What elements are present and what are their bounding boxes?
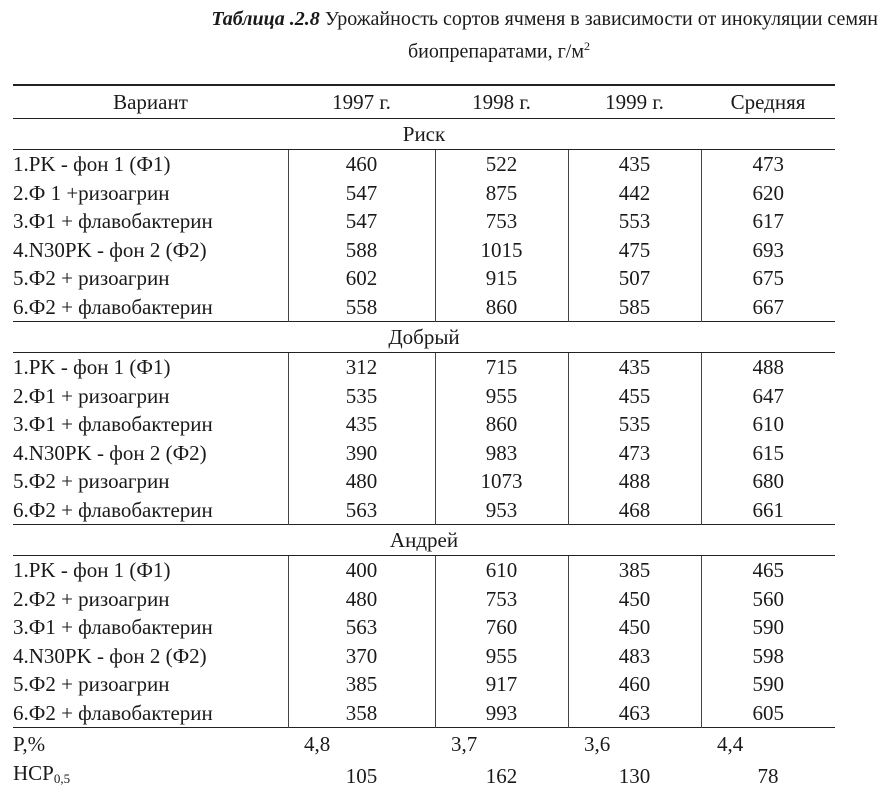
variant-cell: 1.PK - фон 1 (Ф1) [13, 558, 171, 583]
mean-cell: 590 [701, 670, 835, 699]
table-row [13, 496, 835, 525]
value-1999-cell: 488 [568, 467, 701, 496]
mean-cell: 598 [701, 642, 835, 671]
variant-cell: 3.Ф1 + флавобактерин [13, 209, 213, 234]
variant-cell: 2.Ф 1 +ризоагрин [13, 180, 170, 205]
accuracy-label: P,% [13, 728, 288, 760]
table-row [13, 439, 835, 468]
yield-table [13, 84, 835, 793]
table-row [13, 293, 835, 322]
mean-cell: 667 [701, 293, 835, 322]
section-title: Добрый [13, 322, 835, 353]
variant-cell: 1.PK - фон 1 (Ф1) [13, 152, 171, 177]
value-1998-cell: 915 [435, 264, 568, 293]
table-row [13, 207, 835, 236]
value-1997-cell: 312 [288, 353, 435, 382]
value-1998-cell: 917 [435, 670, 568, 699]
value-1998-cell: 860 [435, 410, 568, 439]
lsd-value: 78 [757, 764, 779, 788]
value-1999-cell: 473 [568, 439, 701, 468]
value-1997-cell: 400 [288, 556, 435, 585]
lsd-subscript: 0,5 [53, 771, 71, 786]
mean-cell: 473 [701, 150, 835, 179]
table-row [13, 699, 835, 728]
value-1997-cell: 370 [288, 642, 435, 671]
mean-cell: 465 [701, 556, 835, 585]
value-1999-cell: 455 [568, 382, 701, 411]
mean-cell: 617 [701, 207, 835, 236]
table-row [13, 179, 835, 208]
value-1999-cell: 468 [568, 496, 701, 525]
value-1999-cell: 483 [568, 642, 701, 671]
value-1998-cell: 955 [435, 642, 568, 671]
value-1999-cell: 442 [568, 179, 701, 208]
accuracy-value: 4,4 [701, 728, 835, 760]
variant-cell: 1.PK - фон 1 (Ф1) [13, 355, 171, 380]
lsd-value: 130 [618, 764, 651, 788]
value-1997-cell: 480 [288, 585, 435, 614]
accuracy-row [13, 728, 835, 760]
variant-cell: 4.N30PK - фон 2 (Ф2) [13, 440, 207, 465]
header-row [13, 85, 835, 119]
lsd-label-cell [13, 759, 288, 793]
accuracy-value: 4,8 [288, 728, 435, 760]
table-row [13, 236, 835, 265]
mean-cell: 647 [701, 382, 835, 411]
mean-cell: 693 [701, 236, 835, 265]
value-1999-cell: 450 [568, 585, 701, 614]
value-1997-cell: 602 [288, 264, 435, 293]
mean-cell: 560 [701, 585, 835, 614]
value-1999-cell: 553 [568, 207, 701, 236]
section-title: Андрей [13, 525, 835, 556]
caption-label: Таблица .2.8 [211, 8, 320, 30]
lsd-value: 105 [345, 764, 378, 788]
value-1999-cell: 535 [568, 410, 701, 439]
value-1998-cell: 875 [435, 179, 568, 208]
variant-cell: 6.Ф2 + флавобактерин [13, 497, 213, 522]
variant-cell: 4.N30PK - фон 2 (Ф2) [13, 643, 207, 668]
accuracy-value: 3,7 [435, 728, 568, 760]
section-row [13, 525, 835, 556]
value-1997-cell: 547 [288, 207, 435, 236]
value-1999-cell: 460 [568, 670, 701, 699]
variant-cell: 5.Ф2 + ризоагрин [13, 469, 170, 494]
header-1998: 1998 г. [435, 85, 568, 119]
mean-cell: 488 [701, 353, 835, 382]
mean-cell: 615 [701, 439, 835, 468]
table-row [13, 642, 835, 671]
variant-cell: 4.N30PK - фон 2 (Ф2) [13, 237, 207, 262]
table-row [13, 150, 835, 179]
value-1998-cell: 753 [435, 585, 568, 614]
value-1998-cell: 522 [435, 150, 568, 179]
value-1997-cell: 563 [288, 496, 435, 525]
header-1999: 1999 г. [568, 85, 701, 119]
variant-cell: 2.Ф1 + ризоагрин [13, 383, 170, 408]
table-body [13, 119, 835, 794]
value-1997-cell: 358 [288, 699, 435, 728]
value-1998-cell: 860 [435, 293, 568, 322]
value-1997-cell: 390 [288, 439, 435, 468]
table-row [13, 556, 835, 585]
mean-cell: 680 [701, 467, 835, 496]
caption-superscript: 2 [584, 39, 591, 53]
value-1997-cell: 535 [288, 382, 435, 411]
table-row [13, 353, 835, 382]
mean-cell: 675 [701, 264, 835, 293]
value-1997-cell: 558 [288, 293, 435, 322]
value-1999-cell: 475 [568, 236, 701, 265]
value-1999-cell: 435 [568, 150, 701, 179]
table-caption [0, 6, 888, 66]
table-row [13, 585, 835, 614]
value-1997-cell: 385 [288, 670, 435, 699]
value-1997-cell: 547 [288, 179, 435, 208]
variant-cell: 3.Ф1 + флавобактерин [13, 412, 213, 437]
value-1997-cell: 480 [288, 467, 435, 496]
value-1998-cell: 955 [435, 382, 568, 411]
table-row [13, 467, 835, 496]
variant-cell: 3.Ф1 + флавобактерин [13, 615, 213, 640]
mean-cell: 605 [701, 699, 835, 728]
value-1998-cell: 1073 [435, 467, 568, 496]
value-1999-cell: 507 [568, 264, 701, 293]
variant-cell: 5.Ф2 + ризоагрин [13, 266, 170, 291]
header-variant: Вариант [13, 85, 288, 119]
header-mean: Средняя [701, 85, 835, 119]
lsd-label: HCP [13, 761, 54, 785]
section-title: Риск [13, 119, 835, 150]
value-1999-cell: 463 [568, 699, 701, 728]
value-1998-cell: 610 [435, 556, 568, 585]
value-1999-cell: 450 [568, 613, 701, 642]
mean-cell: 590 [701, 613, 835, 642]
variant-cell: 2.Ф2 + ризоагрин [13, 586, 170, 611]
value-1999-cell: 385 [568, 556, 701, 585]
mean-cell: 661 [701, 496, 835, 525]
value-1997-cell: 435 [288, 410, 435, 439]
mean-cell: 620 [701, 179, 835, 208]
table-row [13, 382, 835, 411]
value-1997-cell: 563 [288, 613, 435, 642]
lsd-row [13, 759, 835, 793]
variant-cell: 6.Ф2 + флавобактерин [13, 700, 213, 725]
value-1998-cell: 760 [435, 613, 568, 642]
value-1999-cell: 585 [568, 293, 701, 322]
value-1997-cell: 460 [288, 150, 435, 179]
value-1998-cell: 993 [435, 699, 568, 728]
value-1997-cell: 588 [288, 236, 435, 265]
mean-cell: 610 [701, 410, 835, 439]
table-row [13, 410, 835, 439]
section-row [13, 119, 835, 150]
value-1998-cell: 983 [435, 439, 568, 468]
caption-text: Урожайность сортов ячменя в зависимости от инокуляции семян [324, 8, 878, 30]
lsd-value: 162 [485, 764, 518, 788]
accuracy-value: 3,6 [568, 728, 701, 760]
value-1998-cell: 953 [435, 496, 568, 525]
value-1998-cell: 753 [435, 207, 568, 236]
table-row [13, 670, 835, 699]
header-1997: 1997 г. [288, 85, 435, 119]
value-1998-cell: 715 [435, 353, 568, 382]
variant-cell: 6.Ф2 + флавобактерин [13, 294, 213, 319]
variant-cell: 5.Ф2 + ризоагрин [13, 672, 170, 697]
section-row [13, 322, 835, 353]
table-row [13, 613, 835, 642]
value-1998-cell: 1015 [435, 236, 568, 265]
caption-line2-text: биопрепаратами, г/м [407, 40, 585, 63]
table-row [13, 264, 835, 293]
caption-line2 [0, 33, 878, 66]
value-1999-cell: 435 [568, 353, 701, 382]
